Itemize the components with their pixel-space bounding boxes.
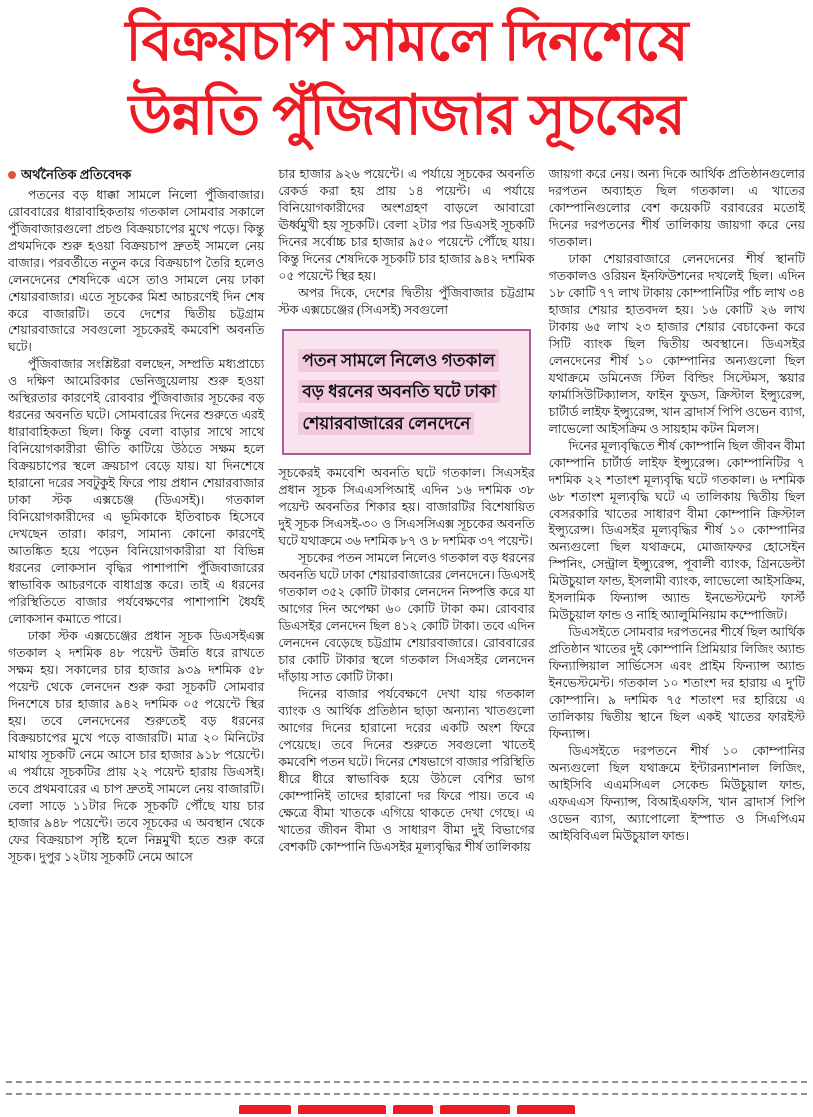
paragraph: অপর দিকে, দেশের দ্বিতীয় পুঁজিবাজার চট্টগ্রাম স্টক এক্সচেঞ্জের (সিএসই) সবগুলো bbox=[278, 285, 535, 317]
paragraph: সূচকের পতন সামলে নিলেও গতকাল বড় ধরনের অবনতি ঘটে ঢাকা শেয়ারবাজারের লেনদেনে। ডিএসই গতকাল ৩৫২ কোটি টাকার লেনদেন নিষ্পত্তি করে যা আগের দিন অপেক্ষা ৬০ কোটি টাকা কম। রোববার ডিএসইর লেনদেন ছিল ৪১২ কোটি টাকা। তবে এদিন লেনদেন বেড়েছে চট্টগ্রাম শেয়ারবাজারে। রোববারের চার কোটি টাকার স্থলে গতকাল সিএসইর লেনদেন দাঁড়ায় সাত কোটি টাকা। bbox=[278, 550, 535, 684]
paragraph: পুঁজিবাজার সংশ্লিষ্টরা বলছেন, সম্প্রতি মধ্যপ্রাচ্যে ও দক্ষিণ আমেরিকার ভেনিজুয়েলায় শুরু হওয়া অস্থিরতার কারণেই রোববার পুঁজিবাজার সূচকের বড় ধরনের অবনতি ঘটে। সোমবারের দিনের শুরুতে এরই ধারাবাহিকতা ছিল। কিন্তু বেলা বাড়ার সাথে সাথে বিনিয়োগকারীরা ভীতি কাটিয়ে উঠতে সক্ষম হলে বিক্রয়চাপের স্থলে ক্রয়চাপ বেড়ে যায়। যা দিনশেষে হারানো দরের সবটুকুই ফিরে পায় প্রধান শেয়ারবাজার ঢাকা স্টক এক্সচেঞ্জ (ডিএসই)। গতকাল বিনিয়োগকারীদের এ ভূমিকাকে ইতিবাচক হিসেবে দেখছেন তারা। কারণ, সামান্য কোনো কারণেই আতঙ্কিত হয়ে পড়েন বিনিয়োগকারীরা যা বিভিন্ন ধরনের লোকসান বৃদ্ধির পাশাপাশি পুঁজিবাজারের স্বাভাবিক আচরণকে বাধাগ্রস্ত করে। তাই এ ধরনের পরিস্থিতিতে বাজার পর্যবেক্ষণের পাশাপাশি ধৈর্যই লোকসান কমাতে পারে। bbox=[8, 357, 265, 627]
dashed-line bbox=[6, 1081, 807, 1083]
paragraph: পতনের বড় ধাক্কা সামলে নিলো পুঁজিবাজার। রোববারের ধারাবাহিকতায় গতকাল সোমবার সকালে পুঁজিবাজারগুলো প্রচণ্ড বিক্রয়চাপের মুখে পড়ে। কিন্তু প্রথমদিকে শুরু হওয়া বিক্রয়চাপ দ্রুতই সামলে নেয় বাজার। পরবর্তীতে নতুন করে বিক্রয়চাপ তৈরি হলেও লেনদেনের শেষদিকে এসে তাও সামলে নেয় ঢাকা শেয়ারবাজার। এতে সূচকের মিশ্র আচরণেই দিন শেষ করে বাজারটি। তবে দেশের দ্বিতীয় চট্টগ্রাম শেয়ারবাজারে সবগুলো সূচকেরই কমবেশি অবনতি ঘটে। bbox=[8, 187, 265, 355]
headline-line-1: বিক্রয়চাপ সামলে দিনশেষে bbox=[125, 11, 688, 73]
paragraph: সূচকেরই কমবেশি অবনতি ঘটে গতকাল। সিএসইর প্রধান সূচক সিএএসপিআই এদিন ১৬ দশমিক ৩৮ পয়েন্ট অবনতির শিকার হয়। বাজারটির বিশেষায়িত দুই সূচক সিএসই-৩০ ও সিএসসিএক্স সূচকের অবনতি ঘটে যথাক্রমে ৩৬ দশমিক ৮৭ ও ৮ দশমিক ৩৭ পয়েন্ট। bbox=[278, 465, 535, 548]
pull-quote-text: পতন সামলে নিলেও গতকাল বড় ধরনের অবনতি ঘটে ঢাকা শেয়ারবাজারের লেনদেনে bbox=[298, 349, 500, 435]
paragraph: ঢাকা শেয়ারবাজারে লেনদেনের শীর্ষ স্থানটি গতকালও ওরিয়ন ইনফিউশনের দখলেই ছিল। এদিন ১৮ কোটি ৭৭ লাখ টাকায় কোম্পানিটির পাঁচ লাখ ৩৪ হাজার শেয়ার হাতবদল হয়। ১৬ কোটি ২৬ লাখ টাকায় ৬৫ লাখ ২৩ হাজার শেয়ার বেচাকেনা করে সিটি ব্যাংক ছিল দ্বিতীয় অবস্থানে। ডিএসইর লেনদেনের শীর্ষ ১০ কোম্পানির অন্যগুলো ছিল যথাক্রমে ডমিনেজ স্টিল বিল্ডিং সিস্টেমস, স্কয়ার ফার্মাসিউটিক্যালস, ফাইন ফুডস, ক্রিস্টাল ইন্স্যুরেন্স, চার্টার্ড লাইফ ইন্স্যুরেন্স, খান ব্রাদার্স পিপি ওভেন ব্যাগ, লাভেলো আইসক্রিম ও সায়হাম কটন মিলস। bbox=[548, 251, 805, 436]
paragraph: ডিএসইতে দরপতনে শীর্ষ ১০ কোম্পানির অন্যগুলো ছিল যথাক্রমে ইন্টারন্যাশনাল লিজিং, আইসিবি এএমসিএল সেকেন্ড মিউচুয়াল ফান্ড, এফএএস ফিন্যান্স, বিআইএফসি, খান ব্রাদার্স পিপি ওভেন ব্যাগ, অ্যাপোলো ইস্পাত ও সিএপিএম আইবিবিএল মিউচুয়াল ফান্ড। bbox=[548, 744, 805, 844]
paragraph: জায়গা করে নেয়। অন্য দিকে আর্থিক প্রতিষ্ঠানগুলোর দরপতন অব্যাহত ছিল গতকাল। এ খাতের কোম্পানিগুলোর বেশ কয়েকটি বরাবরের মতোই দিনের দরপতনের শীর্ষ তালিকায় জায়গা করে নেয় গতকাল। bbox=[548, 166, 805, 249]
byline bbox=[8, 166, 264, 184]
tear-off-divider bbox=[0, 1081, 813, 1117]
dashed-line bbox=[6, 1093, 807, 1095]
paragraph: চার হাজার ৯২৬ পয়েন্টে। এ পর্যায়ে সূচকের অবনতি রেকর্ড করা হয় প্রায় ১৪ পয়েন্ট। এ পর্যায়ে বিনিয়োগকারীদের অংশগ্রহণ বাড়লে আবারো ঊর্ধ্বমুখী হয় সূচকটি। বেলা ২টার পর ডিএসই সূচকটি দিনের সর্বোচ্চ চার হাজার ৯৫০ পয়েন্টে পৌঁছে যায়। কিন্তু দিনের শেষদিকে সূচকটি চার হাজার ৯৪২ দশমিক ০৫ পয়েন্টে স্থির হয়। bbox=[278, 166, 535, 283]
column-1 bbox=[8, 166, 264, 1048]
headline-line-2: উন্নতি পুঁজিবাজার সূচকের bbox=[128, 84, 685, 147]
byline-bullet-icon bbox=[8, 171, 16, 179]
paragraph: ডিএসইতে সোমবার দরপতনের শীর্ষে ছিল আর্থিক প্রতিষ্ঠান খাতের দুই কোম্পানি প্রিমিয়ার লিজিং অ্যান্ড ফিন্যান্সিয়াল সার্ভিসেস এবং প্রাইম ফিন্যান্স অ্যান্ড ইনভেস্টমেন্ট। গতকাল ১০ শতাংশ দর হারায় এ দু'টি কোম্পানি। ৯ দশমিক ৭৫ শতাংশ দর হারিয়ে এ তালিকায় দ্বিতীয় স্থানে ছিল একই খাতের ফারইস্ট ফিন্যান্স। bbox=[548, 625, 805, 742]
byline-label: অর্থনৈতিক প্রতিবেদক bbox=[21, 166, 132, 182]
column-3 bbox=[549, 166, 805, 1048]
paragraph: দিনের মূল্যবৃদ্ধিতে শীর্ষ কোম্পানি ছিল জীবন বীমা কোম্পানি চার্টার্ড লাইফ ইন্স্যুরেন্স। কোম্পানিটির ৭ দশমিক ২২ শতাংশ মূল্যবৃদ্ধি ঘটে গতকাল। ৬ দশমিক ৬৮ শতাংশ মূল্যবৃদ্ধি ঘটে এ তালিকায় দ্বিতীয় ছিল বেসরকারি খাতের সাধারণ বীমা কোম্পানি ক্রিস্টাল ইন্স্যুরেন্স। ডিএসইর মূল্যবৃদ্ধির শীর্ষ ১০ কোম্পানির অন্যগুলো ছিল যথাক্রমে, মোজাফফর হোসেইন স্পিনিং, সেন্ট্রাল ইন্স্যুরেন্স, পূবালী ব্যাংক, গ্রিনডেল্টা মিউচুয়াল ফান্ড, ইসলামী ব্যাংক, লাভেলো আইসক্রিম, ইসলামিক ফিন্যান্স অ্যান্ড ইনভেস্টমেন্ট ফার্স্ট মিউচুয়াল ফান্ড ও নাহি অ্যালুমিনিয়াম কম্পোজিট। bbox=[548, 438, 805, 623]
column-2 bbox=[278, 166, 534, 1048]
paragraph: দিনের বাজার পর্যবেক্ষণে দেখা যায় গতকাল ব্যাংক ও আর্থিক প্রতিষ্ঠান ছাড়া অন্যান্য খাতগুলো আগের দিনের হারানো দরের একটি অংশ ফিরে পেয়েছে। তবে দিনের শুরুতে সবগুলো খাতেই কমবেশি পতন ঘটে। দিনের শেষভাগে বাজার পরিস্থিতি ধীরে ধীরে স্বাভাবিক হয়ে উঠলে বেশির ভাগ কোম্পানিই তাদের হারানো দর ফিরে পায়। তবে এ ক্ষেত্রে বীমা খাতকে এগিয়ে থাকতে দেখা গেছে। এ খাতের জীবন বীমা ও সাধারণ বীমা দুই বিভাগের বেশকটি কোম্পানি ডিএসইর মূল্যবৃদ্ধির শীর্ষ তালিকায় bbox=[278, 686, 535, 854]
paragraph: ঢাকা স্টক এক্সচেঞ্জের প্রধান সূচক ডিএসইএক্স গতকাল ২ দশমিক ৪৮ পয়েন্ট উন্নতি ধরে রাখতে সক্ষম হয়। সকালের চার হাজার ৯৩৯ দশমিক ৫৮ পয়েন্ট থেকে লেনদেন শুরু করা সূচকটি সোমবার দিনশেষে চার হাজার ৯৪২ দশমিক ০৫ পয়েন্টে স্থির হয়। তবে লেনদেনের শুরুতেই বড় ধরনের বিক্রয়চাপের মুখে পড়ে বাজারটি। মাত্র ২০ মিনিটের মাথায় সূচকটি নেমে আসে চার হাজার ৯১৮ পয়েন্টে। এ পর্যায়ে সূচকটির প্রায় ২২ পয়েন্ট হারায় ডিএসই। তবে প্রথমবারের এ চাপ দ্রুতই সামলে নেয় বাজারটি। বেলা সাড়ে ১১টার দিকে সূচকটি পৌঁছে যায় চার হাজার ৯৪৮ পয়েন্টে। তবে সূচকের এ অবস্থান থেকে ফের বিক্রয়চাপ সৃষ্টি হলে নিম্নমুখী হতে শুরু করে সূচক। দুপুর ১২টায় সূচকটি নেমে আসে bbox=[8, 629, 265, 864]
article-body bbox=[8, 166, 805, 1048]
pull-quote-box bbox=[282, 329, 530, 455]
next-article-headline-fragment bbox=[0, 1105, 813, 1114]
article-headline bbox=[8, 4, 805, 154]
